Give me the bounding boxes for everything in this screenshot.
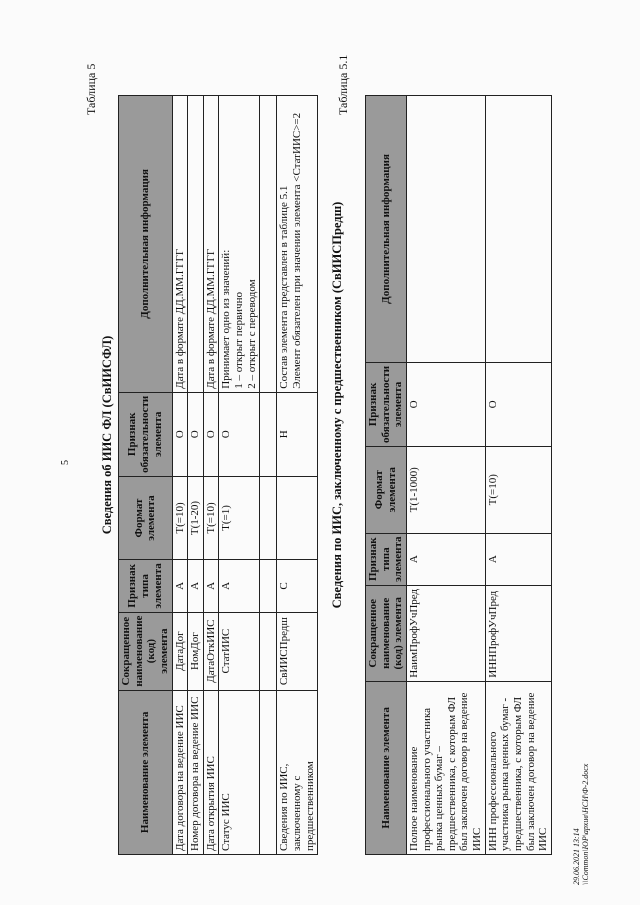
table-cell: Полное наименование профессионального участника рынка ценных бумаг – предшественника, с которым ФЛ был заключен договор на ведение ИИС bbox=[406, 681, 485, 854]
table5-header-cell: Формат элемента bbox=[119, 476, 173, 559]
table-row-empty bbox=[260, 96, 277, 855]
table-row bbox=[188, 96, 204, 855]
table-cell: Дата открытия ИИС bbox=[203, 690, 219, 854]
table-cell: Н bbox=[277, 392, 318, 476]
table51-header-cell: Формат элемента bbox=[366, 446, 407, 533]
table-cell: НаимПрофУчПред bbox=[406, 585, 485, 681]
table-row bbox=[172, 96, 188, 855]
table-row bbox=[203, 96, 219, 855]
table5-title: Сведения об ИИС ФЛ (СвИИСФЛ) bbox=[100, 335, 114, 535]
table-cell: О bbox=[485, 362, 551, 446]
table51-header-cell: Дополнительная информация bbox=[366, 96, 407, 363]
table5-header-cell: Сокращенное наименование (код) элемента bbox=[119, 612, 173, 690]
table-cell: T(=10) bbox=[485, 446, 551, 533]
footer-filepath: \\Common\ЮР\архив\НСИ\Ф-2.docx bbox=[581, 763, 591, 885]
table-cell: Статус ИИС bbox=[219, 690, 260, 854]
table-cell: А bbox=[203, 560, 219, 612]
table-cell: ИННПрофУчПред bbox=[485, 585, 551, 681]
table-cell: T(=10) bbox=[203, 476, 219, 559]
table-cell bbox=[260, 690, 277, 854]
table-cell: СвИИСПредш bbox=[277, 612, 318, 690]
table-cell: ИНН профессионального участника рынка ценных бумаг - предшественника, с которым ФЛ был заключен договор на ведение ИИС bbox=[485, 681, 551, 854]
table-cell: Дата договора на ведение ИИС bbox=[172, 690, 188, 854]
table-cell: О bbox=[406, 362, 485, 446]
file-footer bbox=[572, 764, 590, 885]
table-cell: СтатИИС bbox=[219, 612, 260, 690]
table51-title: Сведения по ИИС, заключенному с предшественником (СвИИСПредш) bbox=[330, 201, 344, 609]
table-cell: Принимает одно из значений: 1 – открыт первично 2 – открыт с переводом bbox=[219, 96, 260, 393]
table-cell: Сведения по ИИС, заключенному с предшественником bbox=[277, 690, 318, 854]
table-cell: О bbox=[188, 392, 204, 476]
table-cell: ДатаДог bbox=[172, 612, 188, 690]
table5-header-cell: Признак типа элемента bbox=[119, 560, 173, 612]
table5-header-row bbox=[119, 96, 173, 855]
footer-timestamp: 29.06.2021 13:14 bbox=[572, 828, 581, 885]
table51-header-cell: Признак типа элемента bbox=[366, 533, 407, 585]
table51-header-cell: Наименование элемента bbox=[366, 681, 407, 854]
table5-header-cell: Признак обязательности элемента bbox=[119, 392, 173, 476]
table-cell: T(=1) bbox=[219, 476, 260, 559]
table-cell: О bbox=[219, 392, 260, 476]
table-cell: Номер договора на ведение ИИС bbox=[188, 690, 204, 854]
table-cell: Дата в формате ДД.ММ.ГГГГ bbox=[203, 96, 219, 393]
table-cell bbox=[260, 96, 277, 393]
table-cell: О bbox=[172, 392, 188, 476]
table-cell: T(=10) bbox=[172, 476, 188, 559]
table5 bbox=[118, 95, 318, 855]
table-cell bbox=[406, 96, 485, 363]
table-cell: T(1-1000) bbox=[406, 446, 485, 533]
table-cell: Состав элемента представлен в таблице 5.1 Элемент обязателен при значении элемента <СтатИИС>=2 bbox=[277, 96, 318, 393]
table-cell: А bbox=[172, 560, 188, 612]
table-cell bbox=[260, 560, 277, 612]
table-cell bbox=[260, 476, 277, 559]
table-row bbox=[219, 96, 260, 855]
table-cell: T(1-20) bbox=[188, 476, 204, 559]
table-row bbox=[485, 96, 551, 855]
table51-label: Таблица 5.1 bbox=[336, 54, 350, 115]
table5-label: Таблица 5 bbox=[84, 63, 98, 115]
table-cell bbox=[260, 612, 277, 690]
table-row bbox=[277, 96, 318, 855]
table-cell: А bbox=[188, 560, 204, 612]
table-cell: А bbox=[406, 533, 485, 585]
table-cell: А bbox=[485, 533, 551, 585]
table5-header-cell: Дополнительная информация bbox=[119, 96, 173, 393]
table-cell: О bbox=[203, 392, 219, 476]
table51-header-cell: Признак обязательности элемента bbox=[366, 362, 407, 446]
table-cell: Дата в формате ДД.ММ.ГГГГ bbox=[172, 96, 188, 393]
table-cell bbox=[260, 392, 277, 476]
table-cell bbox=[188, 96, 204, 393]
table51 bbox=[365, 95, 552, 855]
table-cell: С bbox=[277, 560, 318, 612]
table-cell: НомДог bbox=[188, 612, 204, 690]
page-number: 5 bbox=[60, 460, 71, 465]
table51-header-row bbox=[366, 96, 407, 855]
table51-header-cell: Сокращенное наименование (код) элемента bbox=[366, 585, 407, 681]
table5-header-cell: Наименование элемента bbox=[119, 690, 173, 854]
table-cell: А bbox=[219, 560, 260, 612]
table-row bbox=[406, 96, 485, 855]
table-cell: ДатаОткИИС bbox=[203, 612, 219, 690]
table-cell bbox=[485, 96, 551, 363]
table-cell bbox=[277, 476, 318, 559]
